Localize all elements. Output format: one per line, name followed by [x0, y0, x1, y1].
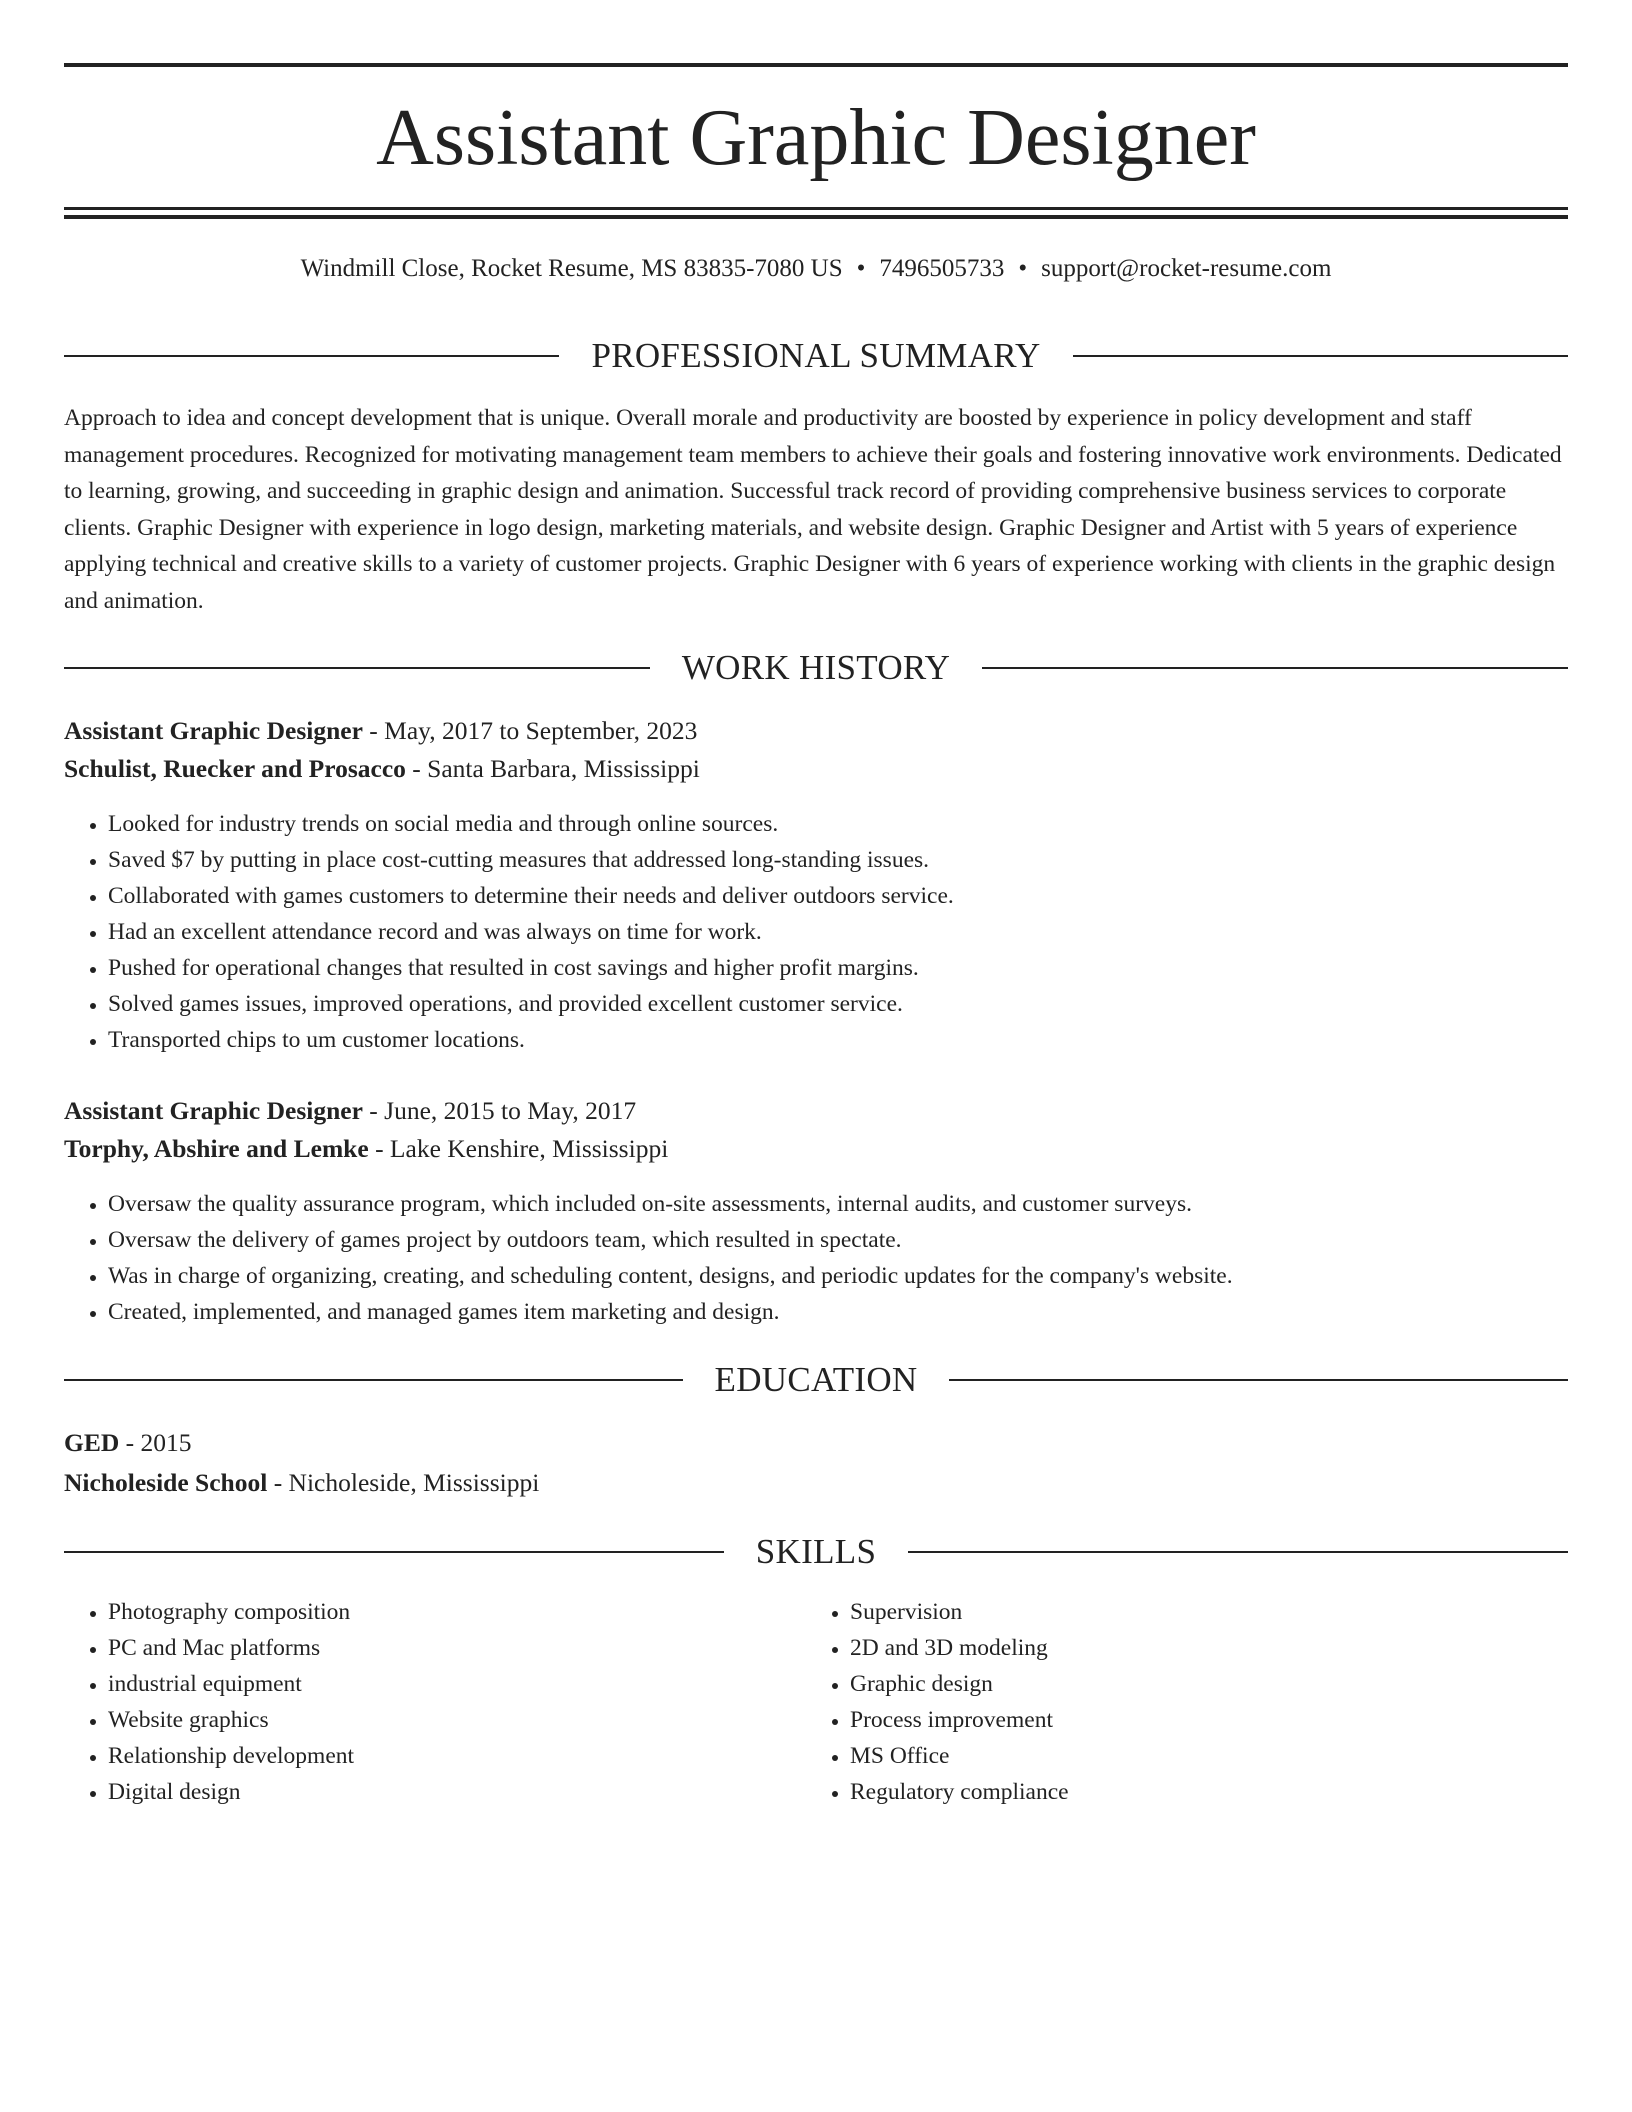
heading-rule-left	[64, 667, 650, 669]
work-history-heading-text: WORK HISTORY	[681, 648, 951, 687]
list-item: • Collaborated with games customers to determine their needs and deliver outdoors service.	[108, 878, 1588, 914]
heading-rule-left	[64, 355, 559, 357]
list-item: • Transported chips to um customer locations.	[108, 1022, 1588, 1058]
skills-heading-text: SKILLS	[755, 1532, 877, 1571]
education-school: Nicholeside School	[64, 1468, 268, 1497]
skills-list-right	[806, 1594, 1550, 1810]
skill-item: • 2D and 3D modeling	[850, 1630, 1550, 1666]
header-double-rule-lower	[64, 215, 1568, 219]
job-bullet-list	[64, 1186, 1588, 1330]
list-item: • Created, implemented, and managed games item marketing and design.	[108, 1294, 1588, 1330]
skill-item: • Regulatory compliance	[850, 1774, 1550, 1810]
skill-item: • Process improvement	[850, 1702, 1550, 1738]
header-top-rule	[64, 63, 1568, 67]
summary-heading-text: PROFESSIONAL SUMMARY	[591, 336, 1041, 375]
list-item: • Had an excellent attendance record and was always on time for work.	[108, 914, 1588, 950]
contact-address: Windmill Close, Rocket Resume, MS 83835-7080 US	[300, 255, 843, 282]
job-company-line	[64, 1130, 1568, 1168]
skills-section-heading	[64, 1530, 1568, 1574]
contact-separator: •	[1018, 255, 1028, 282]
summary-section-heading	[64, 334, 1568, 378]
skill-item: • industrial equipment	[108, 1666, 808, 1702]
skill-item: • Digital design	[108, 1774, 808, 1810]
skill-item: • Supervision	[850, 1594, 1550, 1630]
list-item: • Oversaw the delivery of games project by outdoors team, which resulted in spectate.	[108, 1222, 1588, 1258]
job-title: Assistant Graphic Designer	[64, 716, 363, 745]
education-school-line	[64, 1464, 1568, 1502]
skill-item: • PC and Mac platforms	[108, 1630, 808, 1666]
heading-rule-right	[982, 667, 1568, 669]
skill-item: • MS Office	[850, 1738, 1550, 1774]
job-title-line	[64, 712, 1568, 750]
job-title-line	[64, 1092, 1568, 1130]
education-year: - 2015	[119, 1428, 192, 1457]
job-location: - Lake Kenshire, Mississippi	[368, 1134, 669, 1163]
skills-list-left	[64, 1594, 808, 1810]
contact-separator: •	[856, 255, 866, 282]
education-degree-line	[64, 1424, 1568, 1462]
work-history-section-heading	[64, 646, 1568, 690]
job-location: - Santa Barbara, Mississippi	[405, 754, 700, 783]
skill-item: • Photography composition	[108, 1594, 808, 1630]
job-company-line	[64, 750, 1568, 788]
job-dates: - June, 2015 to May, 2017	[362, 1096, 637, 1125]
skill-item: • Relationship development	[108, 1738, 808, 1774]
heading-rule-left	[64, 1379, 683, 1381]
education-heading-text: EDUCATION	[714, 1360, 918, 1399]
heading-rule-left	[64, 1551, 724, 1553]
list-item: • Looked for industry trends on social media and through online sources.	[108, 806, 1588, 842]
heading-rule-right	[949, 1379, 1568, 1381]
education-degree: GED	[64, 1428, 120, 1457]
skill-item: • Graphic design	[850, 1666, 1550, 1702]
skill-item: • Website graphics	[108, 1702, 808, 1738]
list-item: • Was in charge of organizing, creating, and scheduling content, designs, and periodic updates for the company's website.	[108, 1258, 1588, 1294]
education-location: - Nicholeside, Mississippi	[267, 1468, 540, 1497]
list-item: • Pushed for operational changes that resulted in cost savings and higher profit margins.	[108, 950, 1588, 986]
heading-rule-right	[908, 1551, 1568, 1553]
job-company: Torphy, Abshire and Lemke	[64, 1134, 369, 1163]
heading-rule-right	[1073, 355, 1568, 357]
contact-line	[64, 252, 1568, 286]
summary-paragraph: Approach to idea and concept development that is unique. Overall morale and productivity are boosted by experience in policy development and staff management procedures. Recognized for motivating management team members to achieve their goals and fostering innovative work environments. Dedicated to learning, growing, and succeeding in graphic design and animation. Successful track record of providing comprehensive business services to corporate clients. Graphic Designer with experience in logo design, marketing materials, and website design. Graphic Designer and Artist with 5 years of experience applying technical and creative skills to a variety of customer projects. Graphic Designer with 6 years of experience working with clients in the graphic design and animation.	[64, 405, 1562, 614]
contact-email: support@rocket-resume.com	[1041, 255, 1332, 282]
header-double-rule-upper	[64, 207, 1568, 210]
list-item: • Saved $7 by putting in place cost-cutting measures that addressed long-standing issues.	[108, 842, 1588, 878]
education-section-heading	[64, 1358, 1568, 1402]
list-item: • Oversaw the quality assurance program, which included on-site assessments, internal audits, and customer surveys.	[108, 1186, 1588, 1222]
job-company: Schulist, Ruecker and Prosacco	[64, 754, 406, 783]
contact-phone: 7496505733	[879, 255, 1005, 282]
job-title: Assistant Graphic Designer	[64, 1096, 363, 1125]
job-bullet-list	[64, 806, 1588, 1058]
candidate-name: Assistant Graphic Designer	[376, 94, 1256, 182]
list-item: • Solved games issues, improved operations, and provided excellent customer service.	[108, 986, 1588, 1022]
job-dates: - May, 2017 to September, 2023	[362, 716, 698, 745]
